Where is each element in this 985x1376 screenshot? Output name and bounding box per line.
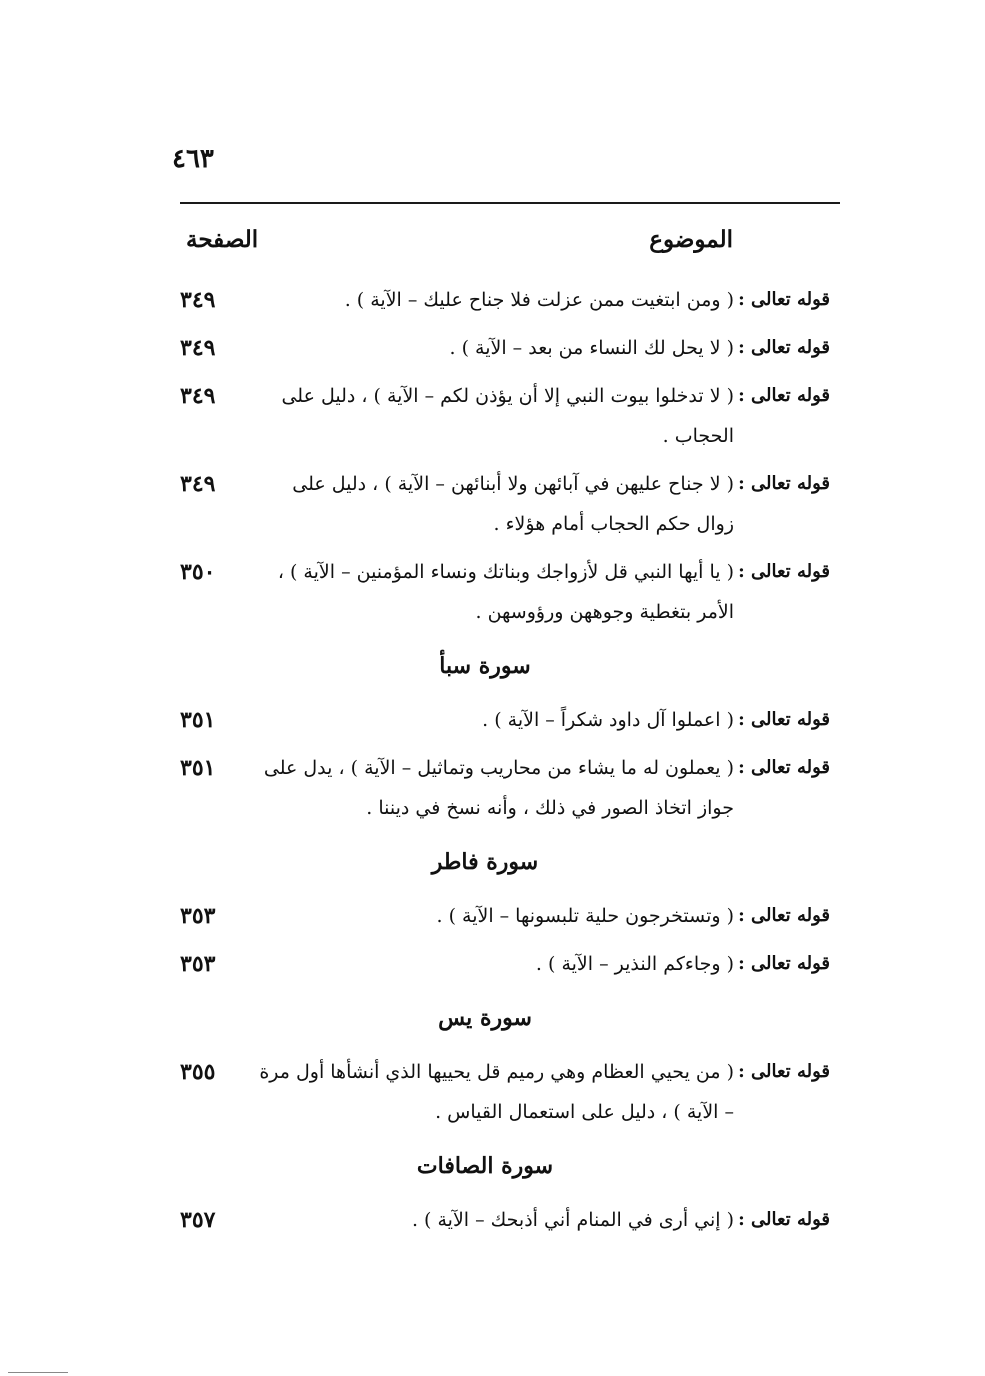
surah-heading: سورة يس	[438, 1005, 532, 1031]
entry-text: ( وتستخرجون حلية تلبسونها – الآية ) .	[436, 905, 734, 927]
index-entry	[180, 464, 830, 544]
entry-text: ( يا أيها النبي قل لأزواجك وبناتك ونساء المؤمنين – الآية ) ، الأمر بتغطية وجوههن ورؤوسهن .	[277, 561, 734, 623]
scan-edge-mark	[8, 1372, 68, 1373]
entry-page-number: ٣٥١	[180, 707, 216, 733]
entry-page-number: ٣٤٩	[180, 335, 216, 361]
entry-label: قوله تعالى :	[738, 757, 830, 778]
entry-text: ( يعملون له ما يشاء من محاريب وتماثيل – الآية ) ، يدل على جواز اتخاذ الصور في ذلك ، وأنه نسخ في ديننا .	[263, 757, 734, 819]
index-entry	[180, 1200, 830, 1240]
header-rule	[180, 202, 840, 204]
index-entry	[180, 1052, 830, 1132]
entry-page-number: ٣٤٩	[180, 287, 216, 313]
entry-label: قوله تعالى :	[738, 1061, 830, 1082]
entry-text: ( ومن ابتغيت ممن عزلت فلا جناح عليك – الآية ) .	[344, 289, 734, 311]
surah-heading: سورة الصافات	[416, 1153, 554, 1179]
entry-label: قوله تعالى :	[738, 1209, 830, 1230]
entry-page-number: ٣٥١	[180, 755, 216, 781]
entry-text: ( إني أرى في المنام أني أذبحك – الآية ) .	[411, 1209, 734, 1231]
entry-label: قوله تعالى :	[738, 289, 830, 310]
index-entry	[180, 944, 830, 984]
index-entry	[180, 552, 830, 632]
index-entry	[180, 896, 830, 936]
entry-label: قوله تعالى :	[738, 337, 830, 358]
entry-page-number: ٣٥٧	[180, 1207, 216, 1233]
entry-label: قوله تعالى :	[738, 953, 830, 974]
entry-page-number: ٣٤٩	[180, 383, 216, 409]
entry-text: ( من يحيي العظام وهي رميم قل يحييها الذي أنشأها أول مرة – الآية ) ، دليل على استعمال القياس .	[259, 1061, 734, 1123]
page-number: ٤٦٣	[172, 144, 214, 174]
topic-column-header: الموضوع	[649, 226, 733, 253]
entry-label: قوله تعالى :	[738, 905, 830, 926]
entry-label: قوله تعالى :	[738, 561, 830, 582]
entry-text: ( لا جناح عليهن في آبائهن ولا أبنائهن – الآية ) ، دليل على زوال حكم الحجاب أمام هؤلاء .	[292, 473, 734, 535]
index-entry	[180, 748, 830, 828]
entry-text: ( وجاءكم النذير – الآية ) .	[535, 953, 734, 975]
entry-page-number: ٣٤٩	[180, 471, 216, 497]
entry-label: قوله تعالى :	[738, 385, 830, 406]
entry-text: ( لا يحل لك النساء من بعد – الآية ) .	[449, 337, 734, 359]
index-entry	[180, 280, 830, 320]
entry-label: قوله تعالى :	[738, 473, 830, 494]
index-entry	[180, 376, 830, 456]
index-content	[180, 280, 830, 1248]
surah-heading: سورة فاطر	[431, 849, 539, 875]
entry-text: ( لا تدخلوا بيوت النبي إلا أن يؤذن لكم – الآية ) ، دليل على الحجاب .	[281, 385, 734, 447]
entry-label: قوله تعالى :	[738, 709, 830, 730]
entry-text: ( اعملوا آل داود شكراً – الآية ) .	[482, 709, 734, 731]
index-entry	[180, 328, 830, 368]
index-entry	[180, 700, 830, 740]
entry-page-number: ٣٥٠	[180, 559, 216, 585]
surah-heading: سورة سبأ	[439, 653, 531, 679]
entry-page-number: ٣٥٣	[180, 903, 216, 929]
page-column-header: الصفحة	[186, 226, 259, 253]
entry-page-number: ٣٥٥	[180, 1059, 216, 1085]
entry-page-number: ٣٥٣	[180, 951, 216, 977]
